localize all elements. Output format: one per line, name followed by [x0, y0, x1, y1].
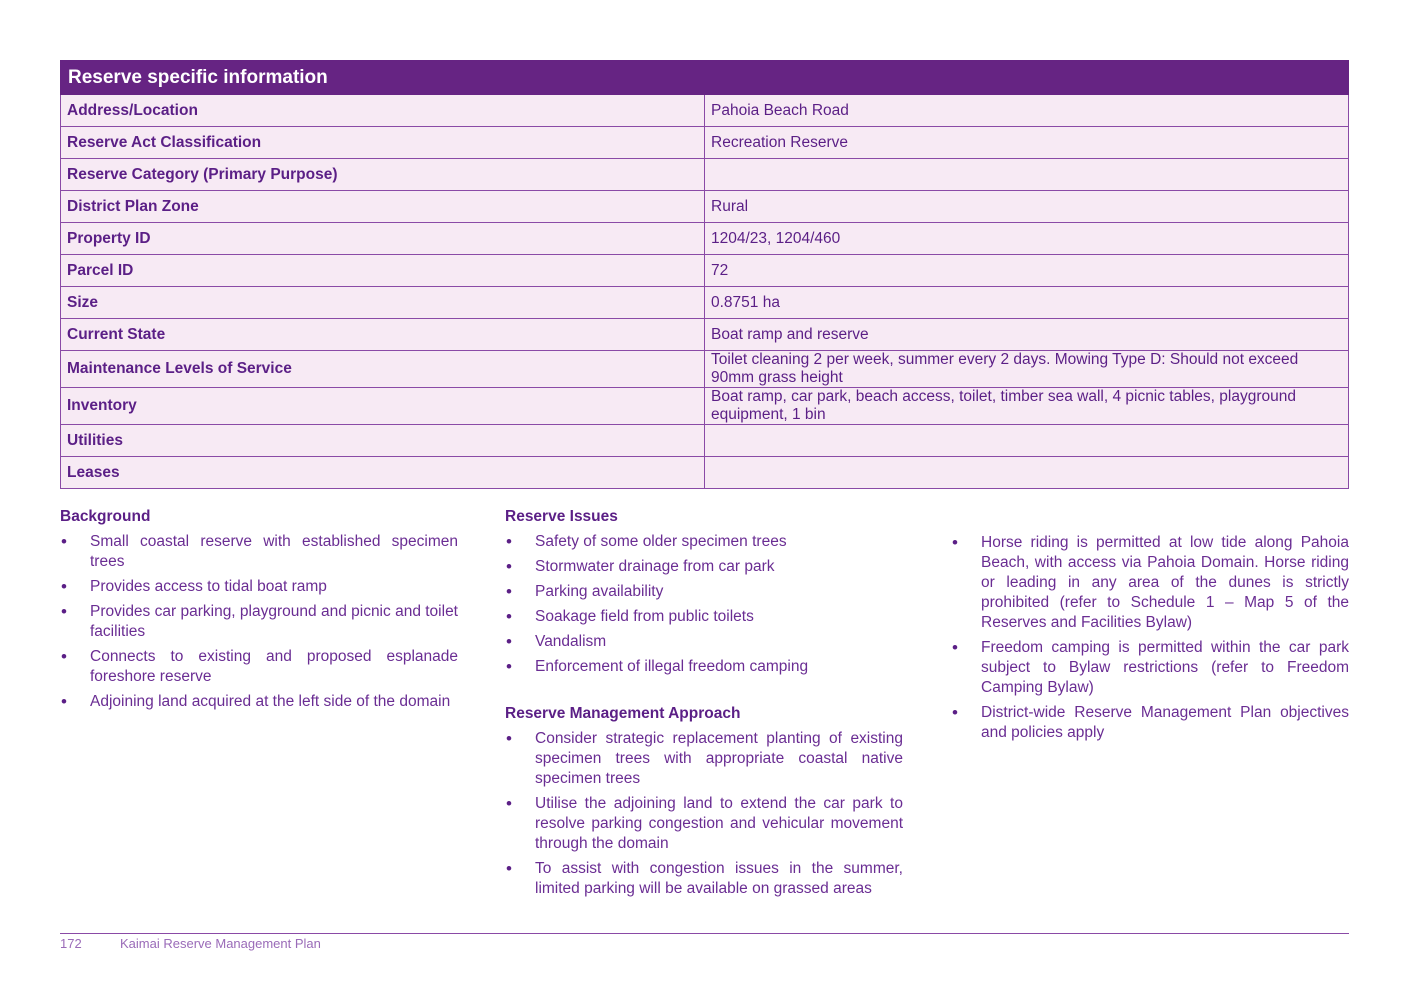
list-item: • Stormwater drainage from car park [505, 557, 903, 577]
footer-divider [60, 933, 1349, 934]
row-value: Boat ramp, car park, beach access, toilet, timber sea wall, 4 picnic tables, playground equipment, 1 bin [705, 388, 1349, 425]
list-item: • Soakage field from public toilets [505, 607, 903, 627]
list-item: • Enforcement of illegal freedom camping [505, 657, 903, 677]
table-row [61, 457, 1349, 489]
row-value: Rural [705, 191, 1349, 223]
approach-heading: Reserve Management Approach [505, 705, 741, 722]
row-value [705, 159, 1349, 191]
list-item: • Safety of some older specimen trees [505, 532, 903, 552]
row-value: 0.8751 ha [705, 287, 1349, 319]
row-value: 72 [705, 255, 1349, 287]
row-value: Pahoia Beach Road [705, 95, 1349, 127]
issues-column [505, 508, 903, 904]
approach-continued-list [951, 533, 1349, 743]
list-item: • Parking availability [505, 582, 903, 602]
row-value: Recreation Reserve [705, 127, 1349, 159]
row-value: Toilet cleaning 2 per week, summer every 2 days. Mowing Type D: Should not exceed 90mm grass height [705, 351, 1349, 388]
table-row [61, 223, 1349, 255]
list-item: • Horse riding is permitted at low tide along Pahoia Beach, with access via Pahoia Domain. Horse riding or leading in any area of the dunes is strictly prohibited (refer to Schedule 1 – Map 5 of the Reserves and Facilities Bylaw) [951, 533, 1349, 633]
row-label: Address/Location [61, 95, 705, 127]
list-item: • District-wide Reserve Management Plan objectives and policies apply [951, 703, 1349, 743]
row-value: Boat ramp and reserve [705, 319, 1349, 351]
approach-list [505, 729, 903, 899]
list-item: • To assist with congestion issues in the summer, limited parking will be available on grassed areas [505, 859, 903, 899]
table-body [61, 95, 1349, 489]
table-row [61, 95, 1349, 127]
background-heading: Background [60, 508, 151, 525]
table-title: Reserve specific information [61, 61, 1349, 95]
list-item: • Connects to existing and proposed esplanade foreshore reserve [60, 647, 458, 687]
table-row [61, 351, 1349, 388]
row-label: Parcel ID [61, 255, 705, 287]
list-item: • Provides access to tidal boat ramp [60, 577, 458, 597]
table-row [61, 425, 1349, 457]
page-number: 172 [60, 936, 82, 951]
row-label: Utilities [61, 425, 705, 457]
background-column [60, 508, 458, 717]
table-row [61, 319, 1349, 351]
row-label: Reserve Act Classification [61, 127, 705, 159]
list-item: • Utilise the adjoining land to extend the car park to resolve parking congestion and vehicular movement through the domain [505, 794, 903, 854]
list-item: • Adjoining land acquired at the left side of the domain [60, 692, 458, 712]
table-row [61, 287, 1349, 319]
table-row [61, 159, 1349, 191]
issues-list [505, 532, 903, 677]
row-label: Reserve Category (Primary Purpose) [61, 159, 705, 191]
row-label: Maintenance Levels of Service [61, 351, 705, 388]
table-row [61, 388, 1349, 425]
row-label: Leases [61, 457, 705, 489]
table-row [61, 191, 1349, 223]
row-label: District Plan Zone [61, 191, 705, 223]
reserve-info-table [60, 60, 1349, 489]
table-row [61, 255, 1349, 287]
table-row [61, 127, 1349, 159]
row-label: Inventory [61, 388, 705, 425]
row-value [705, 425, 1349, 457]
list-item: • Provides car parking, playground and picnic and toilet facilities [60, 602, 458, 642]
background-list [60, 532, 458, 712]
row-label: Current State [61, 319, 705, 351]
list-item: • Small coastal reserve with established specimen trees [60, 532, 458, 572]
list-item: • Consider strategic replacement planting of existing specimen trees with appropriate coastal native specimen trees [505, 729, 903, 789]
list-item: • Vandalism [505, 632, 903, 652]
row-value: 1204/23, 1204/460 [705, 223, 1349, 255]
issues-heading: Reserve Issues [505, 508, 618, 525]
row-label: Property ID [61, 223, 705, 255]
footer-document-title: Kaimai Reserve Management Plan [120, 936, 321, 951]
row-value [705, 457, 1349, 489]
row-label: Size [61, 287, 705, 319]
list-item: • Freedom camping is permitted within the car park subject to Bylaw restrictions (refer to Freedom Camping Bylaw) [951, 638, 1349, 698]
approach-continued-column [951, 533, 1349, 748]
